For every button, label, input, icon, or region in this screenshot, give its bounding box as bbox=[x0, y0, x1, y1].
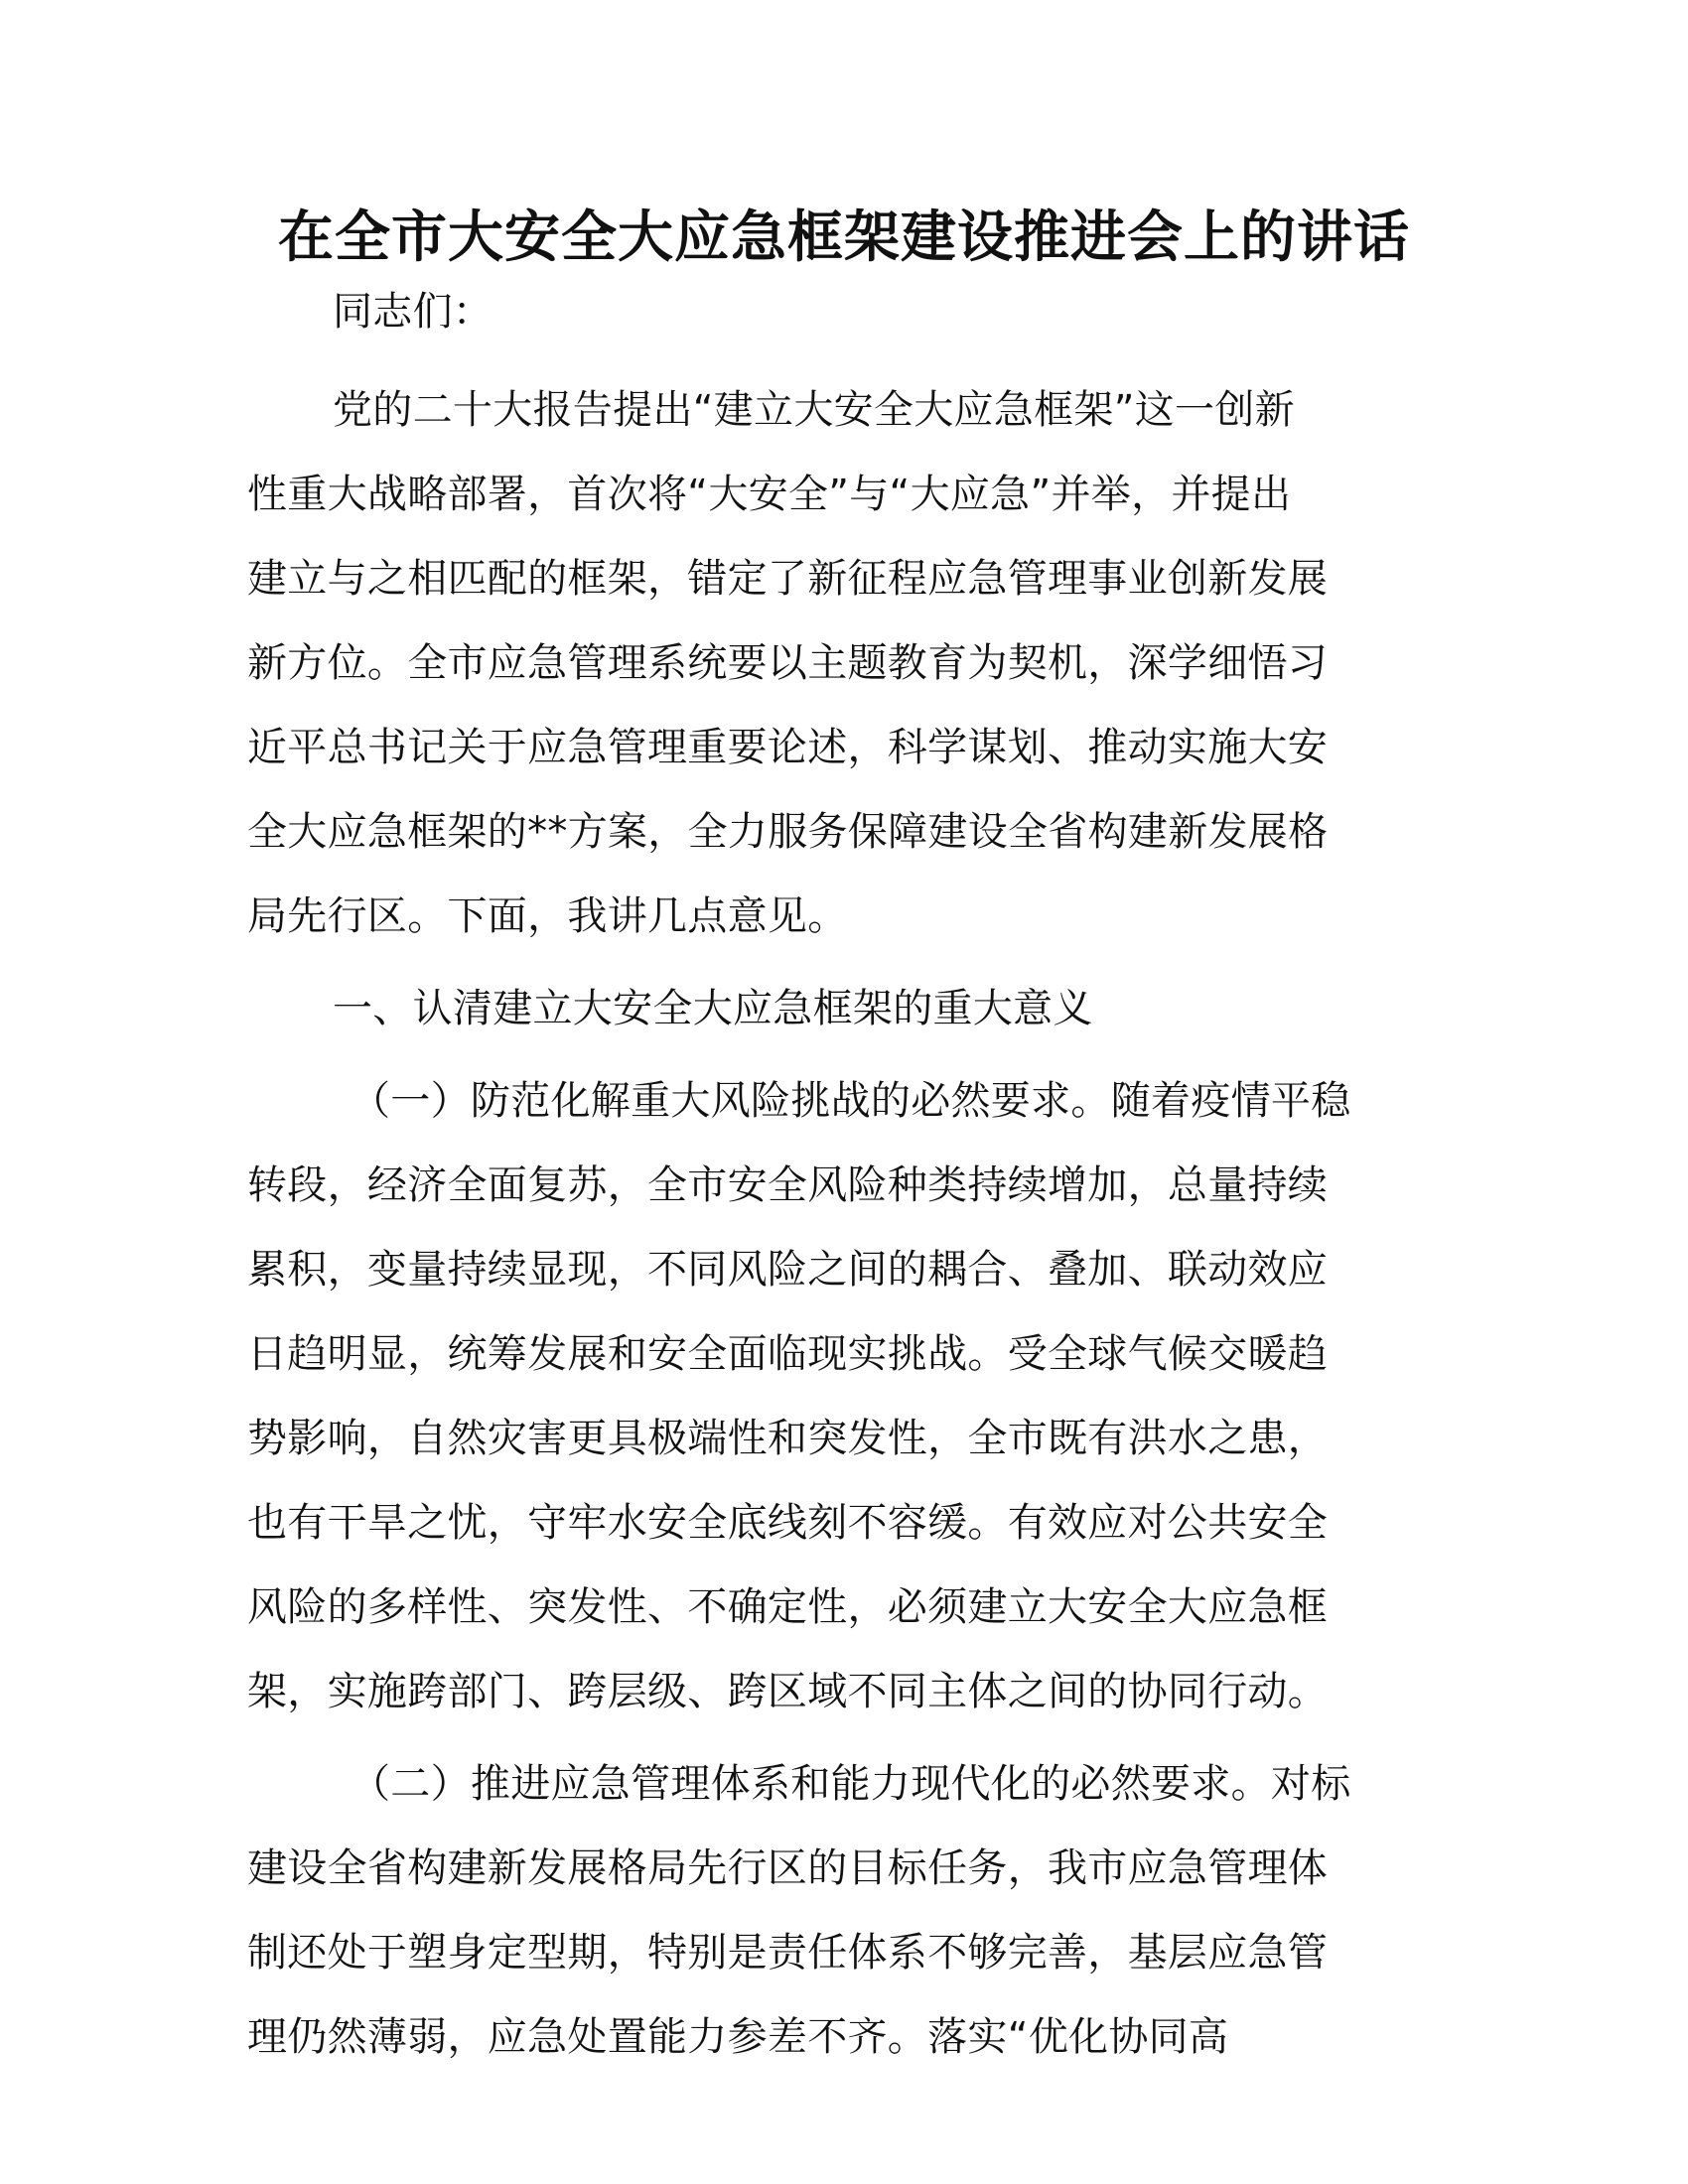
section-heading: 一、认清建立大安全大应急框架的重大意义 bbox=[333, 986, 1093, 1031]
text-line: 党的二十大报告提出“建立大安全大应急框架”这一创新 bbox=[333, 387, 1295, 433]
text-line: 也有干旱之忧，守牢水安全底线刻不容缓。有效应对公共安全 bbox=[247, 1500, 1329, 1546]
text-line: 转段，经济全面复苏，全市安全风险种类持续增加，总量持续 bbox=[247, 1162, 1329, 1208]
text-line: 日趋明显，统筹发展和安全面临现实挑战。受全球气候交暖趋 bbox=[247, 1331, 1329, 1377]
document-body bbox=[247, 270, 1439, 2080]
text-line: 风险的多样性、突发性、不确定性，必须建立大安全大应急框 bbox=[247, 1584, 1329, 1630]
text-line: 建立与之相匹配的框架，错定了新征程应急管理事业创新发展 bbox=[247, 556, 1329, 602]
text-line: （一）防范化解重大风险挑战的必然要求。随着疫情平稳 bbox=[351, 1078, 1351, 1124]
text-line: 近平总书记关于应急管理重要论述，科学谋划、推动实施大安 bbox=[247, 725, 1329, 770]
text-line: 势影响，自然灾害更具极端性和突发性，全市既有洪水之患， bbox=[247, 1416, 1329, 1461]
page-title: 在全市大安全大应急框架建设推进会上的讲话 bbox=[278, 205, 1410, 270]
point-one-paragraph bbox=[247, 1059, 1439, 1734]
text-line: 全大应急框架的**方案，全力服务保障建设全省构建新发展格 bbox=[247, 809, 1329, 855]
text-line: 理仍然薄弱，应急处置能力参差不齐。落实“优化协同高 bbox=[247, 2014, 1229, 2060]
text-line: 制还处于塑身定型期，特别是责任体系不够完善，基层应急管 bbox=[247, 1930, 1329, 1976]
text-line: 局先行区。下面，我讲几点意见。 bbox=[247, 893, 848, 939]
intro-paragraph bbox=[247, 368, 1439, 959]
text-line: 累积，变量持续显现，不同风险之间的耦合、叠加、联动效应 bbox=[247, 1247, 1329, 1293]
text-line: 新方位。全市应急管理系统要以主题教育为契机，深学细悟习 bbox=[247, 640, 1329, 686]
text-line: （二）推进应急管理体系和能力现代化的必然要求。对标 bbox=[351, 1761, 1351, 1807]
text-line: 架，实施跨部门、跨层级、跨区域不同主体之间的协同行动。 bbox=[247, 1669, 1329, 1714]
greeting: 同志们： bbox=[333, 289, 493, 335]
text-line: 性重大战略部署，首次将“大安全”与“大应急”并举，并提出 bbox=[247, 472, 1292, 517]
text-line: 建设全省构建新发展格局先行区的目标任务，我市应急管理体 bbox=[247, 1845, 1329, 1891]
point-two-paragraph bbox=[247, 1742, 1439, 2080]
